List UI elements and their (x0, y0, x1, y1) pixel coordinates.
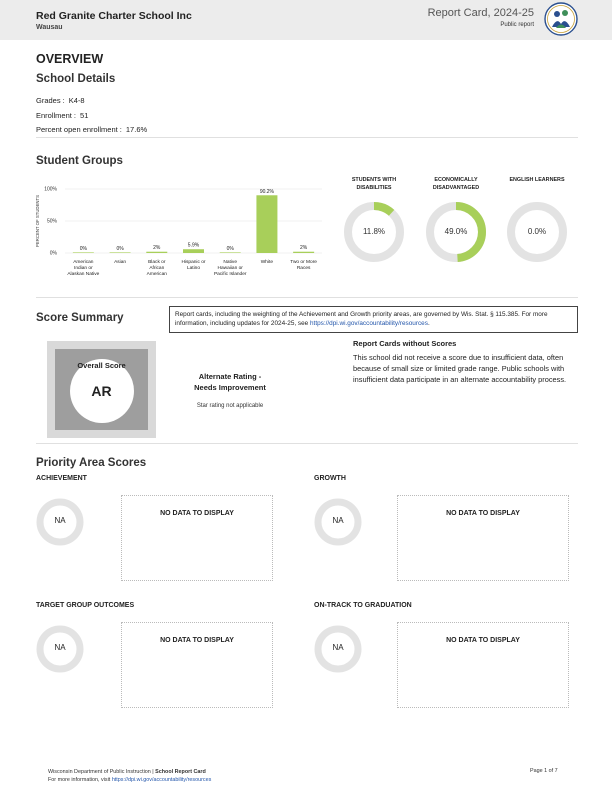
no-scores-title: Report Cards without Scores (353, 339, 457, 348)
grades-row (36, 94, 151, 109)
alt-rating-line1: Alternate Rating - (198, 372, 262, 381)
divider (36, 443, 578, 444)
bar-data-label: 2% (153, 245, 161, 252)
school-city: Wausau (36, 24, 63, 31)
bar (293, 252, 314, 253)
alternate-rating (170, 371, 290, 393)
donut-title: ECONOMICALLY DISADVANTAGED (432, 177, 480, 191)
grades-label: Grades : (36, 96, 65, 105)
open-enrollment-value: 17.6% (125, 125, 148, 134)
grades-value: K4-8 (68, 96, 85, 105)
x-tick-line: White (260, 260, 274, 265)
report-subtitle: Public report (500, 22, 534, 28)
bar (73, 252, 94, 253)
no-data-message: NO DATA TO DISPLAY (160, 510, 234, 517)
priority-area-label-growth: GROWTH (314, 475, 346, 482)
bar-data-label: 0% (226, 245, 234, 252)
x-tick-line: Black or (148, 260, 166, 265)
student-groups-heading: Student Groups (36, 155, 123, 167)
no-data-message: NO DATA TO DISPLAY (446, 510, 520, 517)
y-tick-label: 50% (46, 218, 57, 225)
student-groups-bar-chart (30, 178, 330, 288)
donut-title: ENGLISH LEARNERS (509, 177, 565, 183)
page-number: Page 1 of 7 (530, 768, 558, 774)
note-text: Report cards, including the weighting of the Achievement and Growth priority areas, are governed by Wis. Stat. § 115.385. For more information, including updates for 2024-25, see (175, 311, 548, 327)
school-details-heading: School Details (36, 73, 116, 85)
x-tick-line: Hawaiian or (217, 266, 243, 271)
x-tick-line: American (73, 260, 94, 265)
x-tick-label (147, 259, 168, 277)
score-value: NA (332, 516, 344, 525)
x-tick-label (67, 259, 99, 277)
x-tick-line: Races (296, 266, 311, 271)
x-tick-label (214, 259, 247, 277)
priority-area-score-achievement (35, 497, 85, 547)
bar-data-label: 0% (116, 245, 124, 252)
overall-score-title: Overall Score (77, 361, 126, 370)
bar (183, 249, 204, 253)
footer-doc: School Report Card (155, 769, 206, 775)
footer-more-info: For more information, visit (48, 777, 112, 783)
resources-link[interactable]: https://dpi.wi.gov/accountability/resources (310, 320, 428, 327)
x-tick-label (114, 259, 126, 265)
overall-score-value: AR (91, 383, 112, 399)
alt-rating-line2: Needs Improvement (194, 383, 266, 392)
score-value: NA (332, 643, 344, 652)
no-scores-text: This school did not receive a score due to insufficient data, often because of small size or limited grade range. Public schools with insufficient data participate in an alternate accountability process. (353, 353, 567, 384)
x-tick-line: Two or More (290, 260, 317, 265)
bar (110, 252, 131, 253)
priority-area-panel-achievement (121, 495, 273, 581)
x-tick-label (261, 259, 274, 265)
x-tick-line: Latino (186, 266, 201, 271)
donut-value: 0.0% (527, 227, 547, 236)
bar-data-label: 90.2% (259, 188, 275, 195)
x-tick-line: Hispanic or (181, 260, 206, 265)
x-tick-line: American (146, 272, 167, 277)
y-tick-label: 0% (49, 250, 57, 257)
x-tick-line: Asian (114, 260, 127, 265)
priority-area-panel-on-track (397, 622, 569, 708)
no-data-message: NO DATA TO DISPLAY (160, 637, 234, 644)
priority-area-panel-target-group (121, 622, 273, 708)
y-axis-title: PERCENT OF STUDENTS (35, 195, 40, 247)
bar (220, 252, 241, 253)
priority-area-label-target-group: TARGET GROUP OUTCOMES (36, 602, 135, 609)
score-value: NA (54, 643, 66, 652)
note-end: . (427, 320, 430, 327)
footer-line-1 (48, 768, 211, 776)
overview-heading: OVERVIEW (36, 52, 104, 66)
donut-value: 49.0% (444, 227, 468, 236)
priority-area-label-on-track: ON-TRACK TO GRADUATION (314, 602, 412, 609)
open-enrollment-label: Percent open enrollment : (36, 125, 122, 134)
bar-data-label: 2% (300, 245, 308, 252)
star-rating-note: Star rating not applicable (196, 403, 264, 409)
x-tick-line: Native (223, 260, 238, 265)
divider (36, 297, 578, 298)
x-tick-line: Alaskan Native (67, 272, 100, 277)
footer-line-2 (48, 776, 211, 784)
bar-data-label: 0% (79, 245, 87, 252)
priority-area-label-achievement: ACHIEVEMENT (36, 475, 87, 482)
overall-score-card (47, 341, 156, 438)
donut-title: STUDENTS WITH DISABILITIES (351, 177, 397, 191)
donut-value: 11.8% (362, 227, 386, 236)
enrollment-label: Enrollment : (36, 110, 77, 120)
priority-area-panel-growth (397, 495, 569, 581)
y-tick-label: 100% (44, 186, 57, 193)
x-tick-label (290, 259, 317, 271)
x-tick-label (182, 259, 206, 271)
bar (256, 195, 277, 253)
footer (48, 768, 211, 784)
x-tick-line: African (149, 266, 165, 271)
school-details (36, 94, 151, 138)
school-name: Red Granite Charter School Inc (36, 10, 192, 22)
score-value: NA (54, 516, 66, 525)
score-summary-heading: Score Summary (36, 312, 124, 324)
x-tick-line: Indian or (74, 266, 93, 271)
student-groups-chart (30, 178, 330, 288)
priority-area-score-on-track (313, 624, 363, 674)
bar-data-label: 5.9% (187, 242, 200, 249)
report-title: Report Card, 2024-25 (427, 7, 534, 19)
open-enrollment-row (36, 123, 151, 138)
x-tick-line: Pacific Islander (213, 272, 247, 277)
footer-org: Wisconsin Department of Public Instruction | (48, 769, 156, 775)
bar (146, 252, 167, 253)
no-data-message: NO DATA TO DISPLAY (446, 637, 520, 644)
enrollment-value: 51 (80, 110, 89, 120)
dpi-logo-icon (544, 2, 578, 36)
priority-area-score-target-group (35, 624, 85, 674)
divider (36, 137, 578, 138)
priority-area-heading: Priority Area Scores (36, 457, 147, 469)
footer-link[interactable]: https://dpi.wi.gov/accountability/resources (111, 777, 212, 783)
governance-note (169, 306, 578, 333)
enrollment-row (36, 109, 151, 124)
report-header (0, 0, 612, 40)
priority-area-score-growth (313, 497, 363, 547)
